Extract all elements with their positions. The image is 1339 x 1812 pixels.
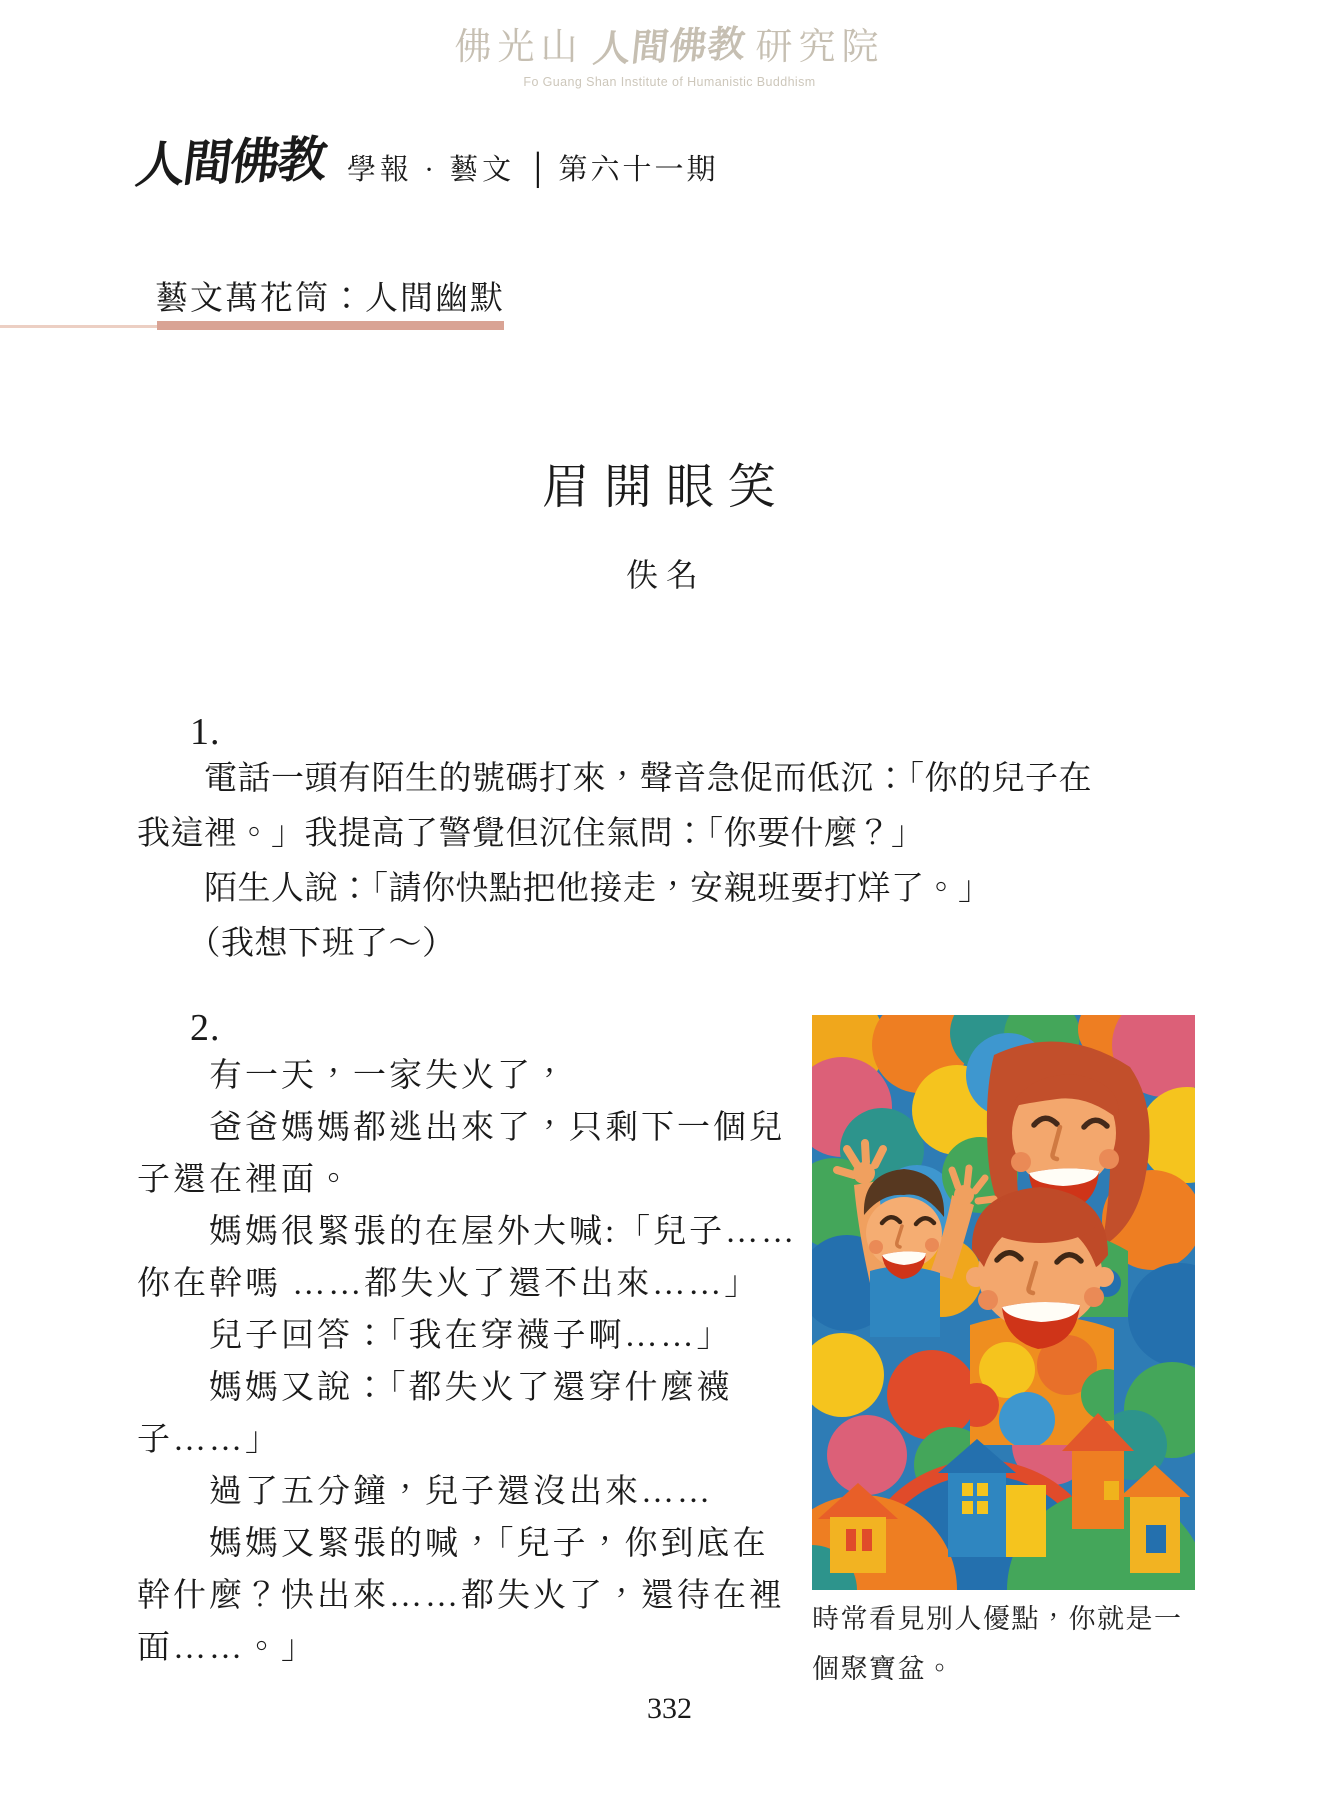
text-line: （我想下班了～） bbox=[137, 926, 456, 962]
institute-logo-english: Fo Guang Shan Institute of Humanistic Buddhism bbox=[523, 75, 816, 89]
text-line: 子還在裡面。 bbox=[137, 1162, 353, 1198]
text-line: 我這裡。」我提高了警覺但沉住氣問：「你要什麼？」 bbox=[137, 816, 925, 852]
kicker-rule-thin bbox=[0, 325, 157, 328]
logo-prefix: 佛光山 bbox=[454, 27, 584, 68]
section-1-paragraphs bbox=[137, 752, 1092, 972]
family-illustration-svg bbox=[812, 1015, 1195, 1590]
illustration-caption bbox=[812, 1594, 1207, 1694]
institute-logo-chinese bbox=[0, 16, 1339, 70]
section-kicker: 藝文萬花筒：人間幽默 bbox=[155, 281, 505, 317]
logo-brand-calligraphy: 人間佛教 bbox=[590, 24, 748, 71]
institute-logo bbox=[0, 16, 1339, 89]
section-2-paragraphs bbox=[137, 1050, 797, 1674]
text-line: 過了五分鐘，兒子還沒出來…… bbox=[137, 1474, 713, 1510]
journal-title: 學報 · 藝文 bbox=[347, 154, 516, 186]
family-illustration bbox=[812, 1015, 1195, 1590]
section-2-number: 2. bbox=[190, 1007, 221, 1049]
text-line: 面……。」 bbox=[137, 1630, 317, 1666]
text-line: 子……」 bbox=[137, 1422, 281, 1458]
text-line: 陌生人說：「請你快點把他接走，安親班要打烊了。」 bbox=[137, 871, 992, 907]
article-title: 眉開眼笑 bbox=[541, 461, 790, 514]
text-line: 媽媽很緊張的在屋外大喊:「兒子…… bbox=[137, 1214, 798, 1250]
text-line: 兒子回答：「我在穿襪子啊……」 bbox=[137, 1318, 733, 1354]
text-line: 爸爸媽媽都逃出來了，只剩下一個兒 bbox=[137, 1110, 785, 1146]
section-1-number: 1. bbox=[190, 711, 221, 753]
text-line: 電話一頭有陌生的號碼打來，聲音急促而低沉：「你的兒子在 bbox=[137, 761, 1092, 797]
article-author: 佚名 bbox=[625, 557, 706, 593]
page-number: 332 bbox=[647, 1692, 692, 1725]
kicker-rule-thick bbox=[157, 321, 504, 330]
text-line: 幹什麼？快出來……都失火了，還待在裡 bbox=[137, 1578, 785, 1614]
text-line: 有一天，一家失火了， bbox=[137, 1058, 569, 1094]
logo-suffix: 研究院 bbox=[755, 27, 885, 68]
text-line: 媽媽又緊張的喊，「兒子，你到底在 bbox=[137, 1526, 769, 1562]
header-separator: │ bbox=[527, 153, 549, 186]
text-line: 你在幹嗎 ……都失火了還不出來……」 bbox=[137, 1266, 761, 1302]
text-line: 媽媽又說：「都失火了還穿什麼襪 bbox=[137, 1370, 733, 1406]
journal-brand-calligraphy: 人間佛教 bbox=[132, 131, 329, 194]
text-line: 時常看見別人優點，你就是一 bbox=[812, 1604, 1183, 1634]
text-line: 個聚寶盆。 bbox=[812, 1654, 955, 1684]
journal-header bbox=[132, 124, 719, 194]
issue-number: 第六十一期 bbox=[558, 154, 719, 186]
